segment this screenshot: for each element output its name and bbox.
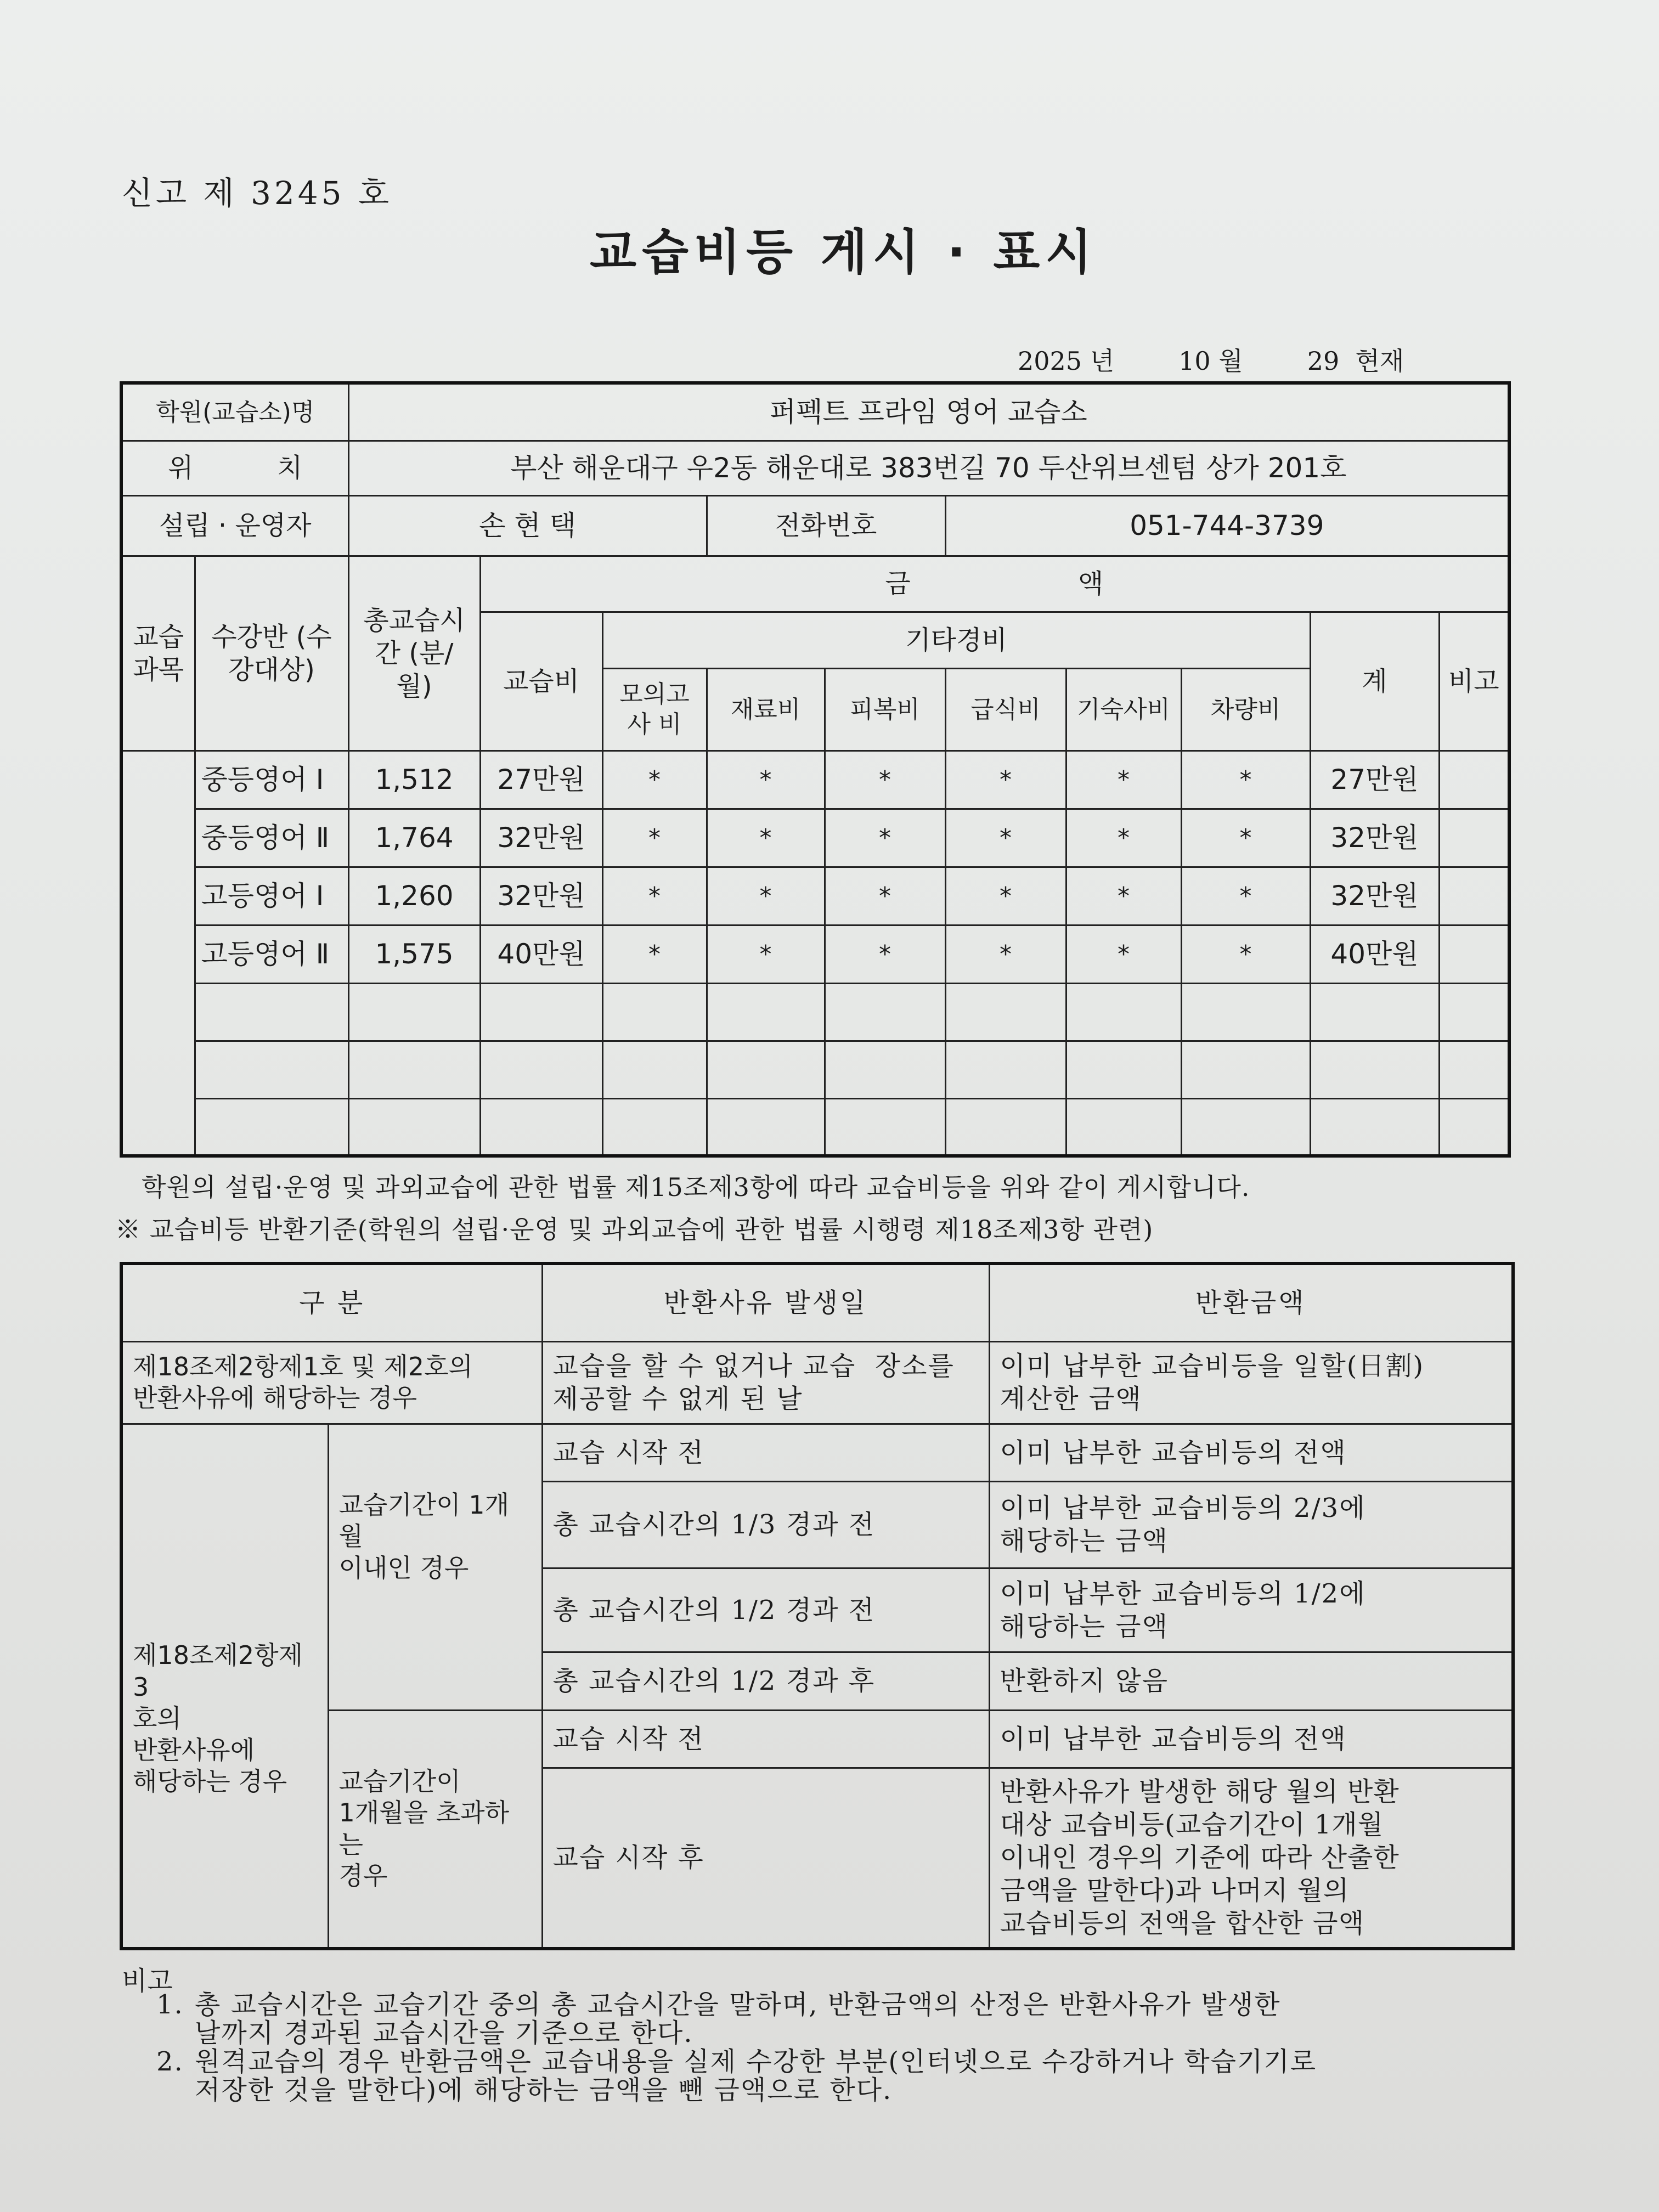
col-header-total-time: 총교습시 간 (분/월) <box>348 556 480 751</box>
fee-cell-mock-exam-fee <box>602 1098 707 1156</box>
phone-value: 051-744-3739 <box>945 495 1509 556</box>
fee-cell-remarks <box>1439 983 1509 1041</box>
text-line: 이미 납부한 교습비등의 1/2에 <box>1000 1578 1366 1609</box>
fee-cell-dorm-fee: * <box>1066 751 1181 809</box>
refund-date: 교습 시작 후 <box>542 1768 989 1949</box>
name-value: 퍼펙트 프라임 영어 교습소 <box>348 383 1509 441</box>
founder-value: 손 현 택 <box>348 495 707 556</box>
info-row-name <box>121 383 1509 441</box>
remark-number: 1. <box>156 1989 184 2020</box>
text-line: 호의 <box>133 1703 182 1733</box>
page-title: 교습비등 게시 · 표시 <box>590 224 1098 280</box>
fee-cell-uniform-fee <box>825 1041 945 1098</box>
text-line: 경우 <box>338 1861 388 1891</box>
fee-cell-dorm-fee: * <box>1066 867 1181 925</box>
fee-cell-mock-exam-fee <box>602 983 707 1041</box>
col-header-class: 수강반 (수강대상) <box>195 556 348 751</box>
refund-amount-clause1-2 <box>989 1341 1513 1424</box>
fee-cell-mock-exam-fee: * <box>602 867 707 925</box>
fee-cell-tuition: 32만원 <box>480 867 602 925</box>
fee-cell-remarks <box>1439 867 1509 925</box>
refund-date: 총 교습시간의 1/3 경과 전 <box>542 1481 989 1568</box>
remark-line: 저장한 것을 말한다)에 해당하는 금액을 뺀 금액으로 한다. <box>195 2075 893 2106</box>
fee-cell-remarks <box>1439 809 1509 867</box>
fee-cell-materials-fee: * <box>707 867 825 925</box>
location-value: 부산 해운대구 우2동 해운대로 383번길 70 두산위브센텀 상가 201호 <box>348 441 1509 495</box>
fee-cell-uniform-fee: * <box>825 751 945 809</box>
fee-row-empty <box>121 1098 1509 1156</box>
text-line: 해당하는 금액 <box>1000 1611 1169 1642</box>
fee-cell-vehicle-fee <box>1181 1041 1310 1098</box>
text-line: 반환사유가 발생한 해당 월의 반환 <box>1000 1776 1400 1808</box>
refund-amount <box>989 1481 1513 1568</box>
col-header-other-costs: 기타경비 <box>602 612 1310 668</box>
fee-cell-mock-exam-fee: * <box>602 809 707 867</box>
refund-header-row <box>121 1263 1513 1341</box>
fee-cell-materials-fee: * <box>707 751 825 809</box>
fee-cell-meals-fee: * <box>945 809 1066 867</box>
info-row-founder <box>121 495 1509 556</box>
text-line: 교습기간이 <box>338 1766 461 1796</box>
date-line <box>1018 341 1404 377</box>
text-line: 반환사유에 <box>133 1735 255 1765</box>
text-line: 대상 교습비등(교습기간이 1개월 <box>1000 1809 1384 1841</box>
refund-date: 총 교습시간의 1/2 경과 전 <box>542 1568 989 1652</box>
text-line: 이내인 경우 <box>338 1553 469 1583</box>
fee-cell-vehicle-fee <box>1181 983 1310 1041</box>
text-line: 해당하는 금액 <box>1000 1526 1169 1556</box>
fee-cell-total-time: 1,764 <box>348 809 480 867</box>
text-line: 교습비등의 전액을 합산한 금액 <box>1000 1908 1365 1939</box>
refund-subcategory-over-month <box>328 1710 542 1949</box>
remark-item-1 <box>156 1990 1280 2047</box>
refund-date: 교습 시작 전 <box>542 1710 989 1768</box>
header-row-1 <box>121 556 1509 612</box>
col-header-uniform: 피복비 <box>825 668 945 751</box>
text-line: 이내인 경우의 기준에 따라 산출한 <box>1000 1842 1400 1874</box>
posting-note: 학원의 설립·운영 및 과외교습에 관한 법률 제15조제3항에 따라 교습비등을 위와 같이 게시합니다. <box>142 1172 1250 1202</box>
col-header-vehicle: 차량비 <box>1181 668 1310 751</box>
fee-cell-total: 32만원 <box>1310 809 1439 867</box>
text-line: 반환하지 않음 <box>1000 1666 1169 1696</box>
fee-row <box>121 867 1509 925</box>
fee-cell-remarks <box>1439 1041 1509 1098</box>
refund-amount <box>989 1710 1513 1768</box>
col-header-mock-exam: 모의고사 비 <box>602 668 707 751</box>
refund-header-category: 구 분 <box>121 1263 542 1341</box>
fee-cell-total: 32만원 <box>1310 867 1439 925</box>
name-label: 학원(교습소)명 <box>121 383 348 441</box>
refund-row-clause1-2 <box>121 1341 1513 1424</box>
fee-cell-vehicle-fee: * <box>1181 867 1310 925</box>
refund-header-amount: 반환금액 <box>989 1263 1513 1341</box>
fee-cell-materials-fee: * <box>707 925 825 983</box>
text-line: 교습을 할 수 없거나 교습 장소를 <box>552 1351 955 1381</box>
fee-cell-materials-fee <box>707 983 825 1041</box>
fee-cell-uniform-fee <box>825 1098 945 1156</box>
info-row-location <box>121 441 1509 495</box>
fee-row <box>121 751 1509 809</box>
refund-header-date: 반환사유 발생일 <box>542 1263 989 1341</box>
fee-cell-meals-fee: * <box>945 925 1066 983</box>
fee-cell-dorm-fee <box>1066 1098 1181 1156</box>
fee-cell-mock-exam-fee: * <box>602 925 707 983</box>
refund-category-clause1-2 <box>121 1341 542 1424</box>
refund-category-clause3 <box>121 1424 328 1949</box>
remark-line: 총 교습시간은 교습기간 중의 총 교습시간을 말하며, 반환금액의 산정은 반환사유가 발생한 <box>195 1989 1281 2020</box>
fee-subject-cell <box>121 751 195 1156</box>
report-number: 신고 제 3245 호 <box>122 174 393 212</box>
fee-row <box>121 809 1509 867</box>
text-line: 제공할 수 없게 된 날 <box>552 1384 803 1414</box>
refund-amount <box>989 1424 1513 1481</box>
phone-label: 전화번호 <box>707 495 945 556</box>
text-line: 교습기간이 1개월 <box>338 1489 510 1551</box>
fee-cell-meals-fee <box>945 1098 1066 1156</box>
fee-cell-total <box>1310 1041 1439 1098</box>
text-line: 반환사유에 해당하는 경우 <box>133 1383 417 1413</box>
remarks-title: 비고 <box>122 1966 173 1996</box>
col-header-dorm: 기숙사비 <box>1066 668 1181 751</box>
fee-cell-tuition: 32만원 <box>480 809 602 867</box>
remark-line: 날까지 경과된 교습시간을 기준으로 한다. <box>195 2018 693 2049</box>
fee-cell-materials-fee: * <box>707 809 825 867</box>
col-header-total: 계 <box>1310 612 1439 751</box>
text-line: 1개월을 초과하는 <box>338 1798 510 1859</box>
fee-cell-materials-fee <box>707 1041 825 1098</box>
text-line: 금액을 말한다)과 나머지 월의 <box>1000 1875 1350 1906</box>
date-year: 2025 <box>1018 346 1082 376</box>
col-header-subject: 교습 과목 <box>121 556 195 751</box>
fee-cell-total-time: 1,575 <box>348 925 480 983</box>
location-label: 위 치 <box>121 441 348 495</box>
fee-cell-uniform-fee <box>825 983 945 1041</box>
fee-row-empty <box>121 983 1509 1041</box>
fee-cell-dorm-fee <box>1066 1041 1181 1098</box>
remark-line: 원격교습의 경우 반환금액은 교습내용을 실제 수강한 부분(인터넷으로 수강하거나 학습기기로 <box>195 2046 1317 2077</box>
fee-cell-mock-exam-fee <box>602 1041 707 1098</box>
refund-date-clause1-2 <box>542 1341 989 1424</box>
fee-cell-uniform-fee: * <box>825 925 945 983</box>
fee-cell-meals-fee: * <box>945 751 1066 809</box>
fee-row-empty <box>121 1041 1509 1098</box>
fee-cell-tuition: 27만원 <box>480 751 602 809</box>
fee-cell-class: 고등영어 Ⅰ <box>195 867 348 925</box>
fee-cell-class: 중등영어 Ⅰ <box>195 751 348 809</box>
fee-cell-tuition <box>480 1098 602 1156</box>
fee-row <box>121 925 1509 983</box>
text-line: 이미 납부한 교습비등의 2/3에 <box>1000 1493 1366 1523</box>
col-header-amount: 금 액 <box>480 556 1509 612</box>
text-line: 해당하는 경우 <box>133 1767 287 1796</box>
fee-cell-total <box>1310 1098 1439 1156</box>
col-header-meals: 급식비 <box>945 668 1066 751</box>
fee-cell-total-time: 1,512 <box>348 751 480 809</box>
text-line: 제18조제2항제3 <box>133 1640 303 1702</box>
fee-cell-tuition: 40만원 <box>480 925 602 983</box>
date-month: 10 <box>1178 346 1211 376</box>
text-line: 계산한 금액 <box>1000 1384 1142 1414</box>
fee-cell-dorm-fee <box>1066 983 1181 1041</box>
fee-cell-class: 중등영어 Ⅱ <box>195 809 348 867</box>
fee-cell-uniform-fee: * <box>825 809 945 867</box>
date-month-unit: 월 <box>1218 346 1243 376</box>
refund-date: 교습 시작 전 <box>542 1424 989 1481</box>
col-header-remarks: 비고 <box>1439 612 1509 751</box>
fee-cell-class: 고등영어 Ⅱ <box>195 925 348 983</box>
refund-date: 총 교습시간의 1/2 경과 후 <box>542 1652 989 1710</box>
fee-cell-remarks <box>1439 925 1509 983</box>
fee-cell-total-time <box>348 1098 480 1156</box>
refund-row <box>121 1710 1513 1768</box>
fee-table <box>120 381 1511 1158</box>
fee-cell-uniform-fee: * <box>825 867 945 925</box>
fee-cell-dorm-fee: * <box>1066 925 1181 983</box>
fee-cell-meals-fee <box>945 1041 1066 1098</box>
fee-cell-class <box>195 1041 348 1098</box>
remark-item-2 <box>156 2047 1317 2104</box>
fee-cell-tuition <box>480 1041 602 1098</box>
fee-cell-meals-fee <box>945 983 1066 1041</box>
text-line: 이미 납부한 교습비등의 전액 <box>1000 1723 1347 1754</box>
date-day: 29 <box>1307 346 1340 376</box>
fee-cell-vehicle-fee: * <box>1181 925 1310 983</box>
fee-cell-vehicle-fee: * <box>1181 751 1310 809</box>
fee-cell-total <box>1310 983 1439 1041</box>
remark-number: 2. <box>156 2046 184 2077</box>
col-header-tuition: 교습비 <box>480 612 602 751</box>
refund-amount <box>989 1768 1513 1949</box>
fee-cell-mock-exam-fee: * <box>602 751 707 809</box>
refund-amount <box>989 1568 1513 1652</box>
fee-cell-total-time: 1,260 <box>348 867 480 925</box>
fee-cell-meals-fee: * <box>945 867 1066 925</box>
col-header-materials: 재료비 <box>707 668 825 751</box>
founder-label: 설립 · 운영자 <box>121 495 348 556</box>
fee-cell-total: 27만원 <box>1310 751 1439 809</box>
text-line: 제18조제2항제1호 및 제2호의 <box>133 1351 473 1381</box>
fee-cell-total-time <box>348 1041 480 1098</box>
fee-cell-vehicle-fee <box>1181 1098 1310 1156</box>
fee-cell-dorm-fee: * <box>1066 809 1181 867</box>
fee-cell-materials-fee <box>707 1098 825 1156</box>
refund-subcategory-within-month <box>328 1424 542 1710</box>
fee-cell-total-time <box>348 983 480 1041</box>
refund-basis-note: ※ 교습비등 반환기준(학원의 설립·운영 및 과외교습에 관한 법률 시행령 제18조제3항 관련) <box>115 1215 1154 1244</box>
refund-amount <box>989 1652 1513 1710</box>
fee-cell-remarks <box>1439 751 1509 809</box>
fee-cell-class <box>195 1098 348 1156</box>
date-suffix: 현재 <box>1355 346 1404 376</box>
fee-cell-tuition <box>480 983 602 1041</box>
text-line: 이미 납부한 교습비등의 전액 <box>1000 1437 1347 1468</box>
refund-row <box>121 1424 1513 1481</box>
fee-cell-total: 40만원 <box>1310 925 1439 983</box>
refund-table <box>120 1262 1515 1950</box>
fee-cell-remarks <box>1439 1098 1509 1156</box>
text-line: 이미 납부한 교습비등을 일할(日割) <box>1000 1351 1425 1381</box>
date-year-unit: 년 <box>1090 346 1115 376</box>
fee-cell-class <box>195 983 348 1041</box>
fee-cell-vehicle-fee: * <box>1181 809 1310 867</box>
